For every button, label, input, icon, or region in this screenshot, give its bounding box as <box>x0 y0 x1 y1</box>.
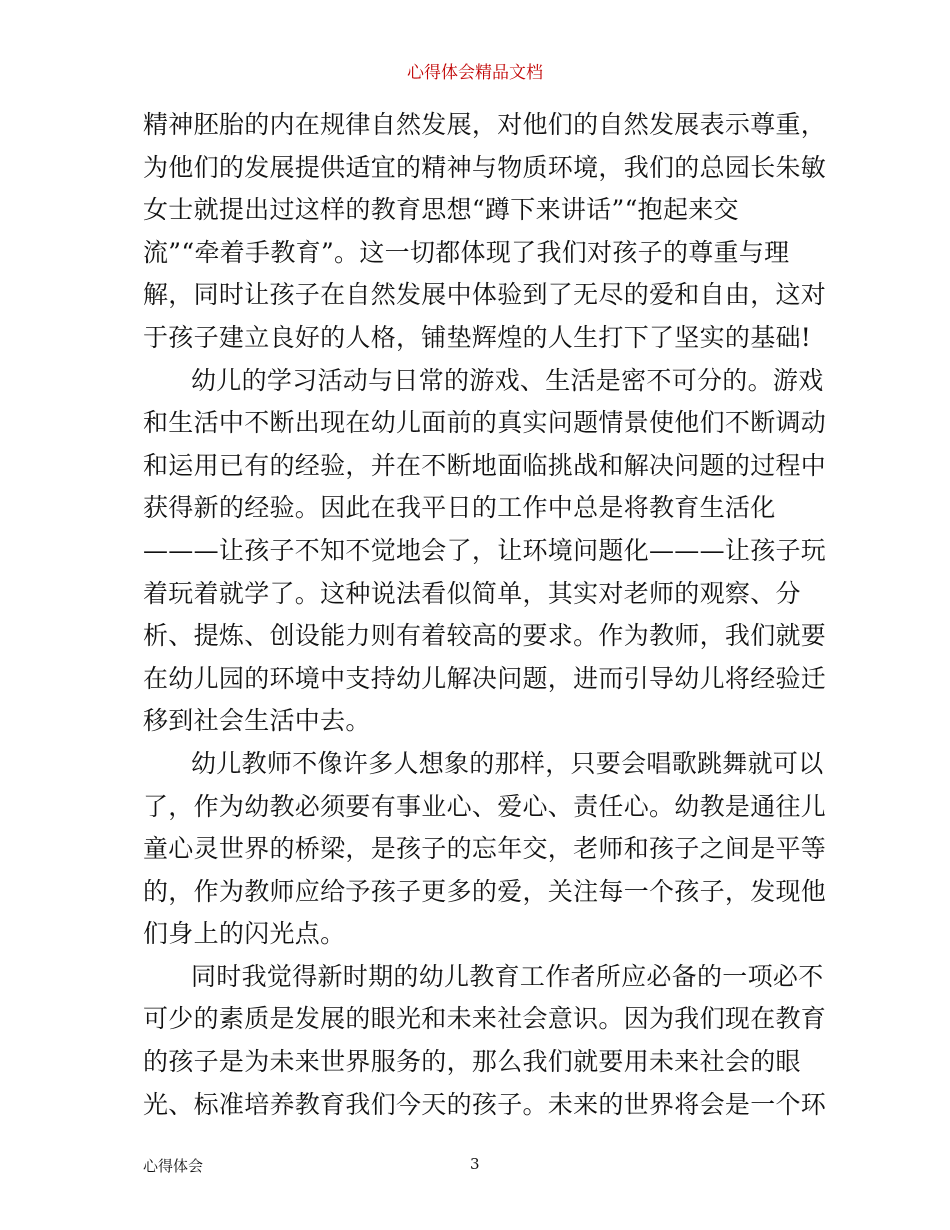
text-line: 移到社会生活中去。 <box>143 706 371 736</box>
text-line: 在幼儿园的环境中支持幼儿解决问题，进而引导幼儿将经验迁 <box>143 663 827 693</box>
text-line: 解，同时让孩子在自然发展中体验到了无尽的爱和自由，这对 <box>143 280 827 310</box>
footer-label: 心得体会 <box>143 1157 204 1175</box>
text-line: 光、标准培养教育我们今天的孩子。未来的世界将会是一个环 <box>143 1089 827 1119</box>
text-line: 可少的素质是发展的眼光和未来社会意识。因为我们现在教育 <box>143 1004 827 1034</box>
paragraph-first-line: 幼儿的学习活动与日常的游戏、生活是密不可分的。游戏 <box>191 365 824 395</box>
page-header <box>0 58 950 83</box>
page-number: 3 <box>470 1155 480 1173</box>
text-line: 女士就提出过这样的教育思想“蹲下来讲话”“抱起来交 <box>143 195 739 225</box>
text-line: 着玩着就学了。这种说法看似简单，其实对老师的观察、分 <box>143 578 801 608</box>
text-line: 和生活中不断出现在幼儿面前的真实问题情景使他们不断调动 <box>143 408 827 438</box>
paragraph-first-line: 幼儿教师不像许多人想象的那样，只要会唱歌跳舞就可以 <box>191 748 824 778</box>
text-line: 们身上的闪光点。 <box>143 919 346 949</box>
document-body <box>143 104 827 1126</box>
text-line: 和运用已有的经验，并在不断地面临挑战和解决问题的过程中 <box>143 450 827 480</box>
text-line: 于孩子建立良好的人格，铺垫辉煌的人生打下了坚实的基础! <box>143 322 812 352</box>
text-line: 的孩子是为未来世界服务的，那么我们就要用未来社会的眼 <box>143 1047 801 1077</box>
header-title: 心得体会精品文档 <box>407 63 543 83</box>
text-line: 为他们的发展提供适宜的精神与物质环境，我们的总园长朱敏 <box>143 152 827 182</box>
text-line: 流”“牵着手教育”。这一切都体现了我们对孩子的尊重与理 <box>143 237 790 267</box>
text-line: 童心灵世界的桥梁，是孩子的忘年交，老师和孩子之间是平等 <box>143 834 827 864</box>
paragraph-first-line: 同时我觉得新时期的幼儿教育工作者所应必备的一项必不 <box>191 961 824 991</box>
text-line: 获得新的经验。因此在我平日的工作中总是将教育生活化 <box>143 493 776 523</box>
text-line: 了，作为幼教必须要有事业心、爱心、责任心。幼教是通往儿 <box>143 791 827 821</box>
text-line: 析、提炼、创设能力则有着较高的要求。作为教师，我们就要 <box>143 621 827 651</box>
page-footer <box>143 1155 815 1179</box>
text-line: 的，作为教师应给予孩子更多的爱，关注每一个孩子，发现他 <box>143 876 827 906</box>
text-line: 精神胚胎的内在规律自然发展，对他们的自然发展表示尊重， <box>143 110 827 139</box>
text-line: ———让孩子不知不觉地会了，让环境问题化———让孩子玩 <box>143 535 827 565</box>
